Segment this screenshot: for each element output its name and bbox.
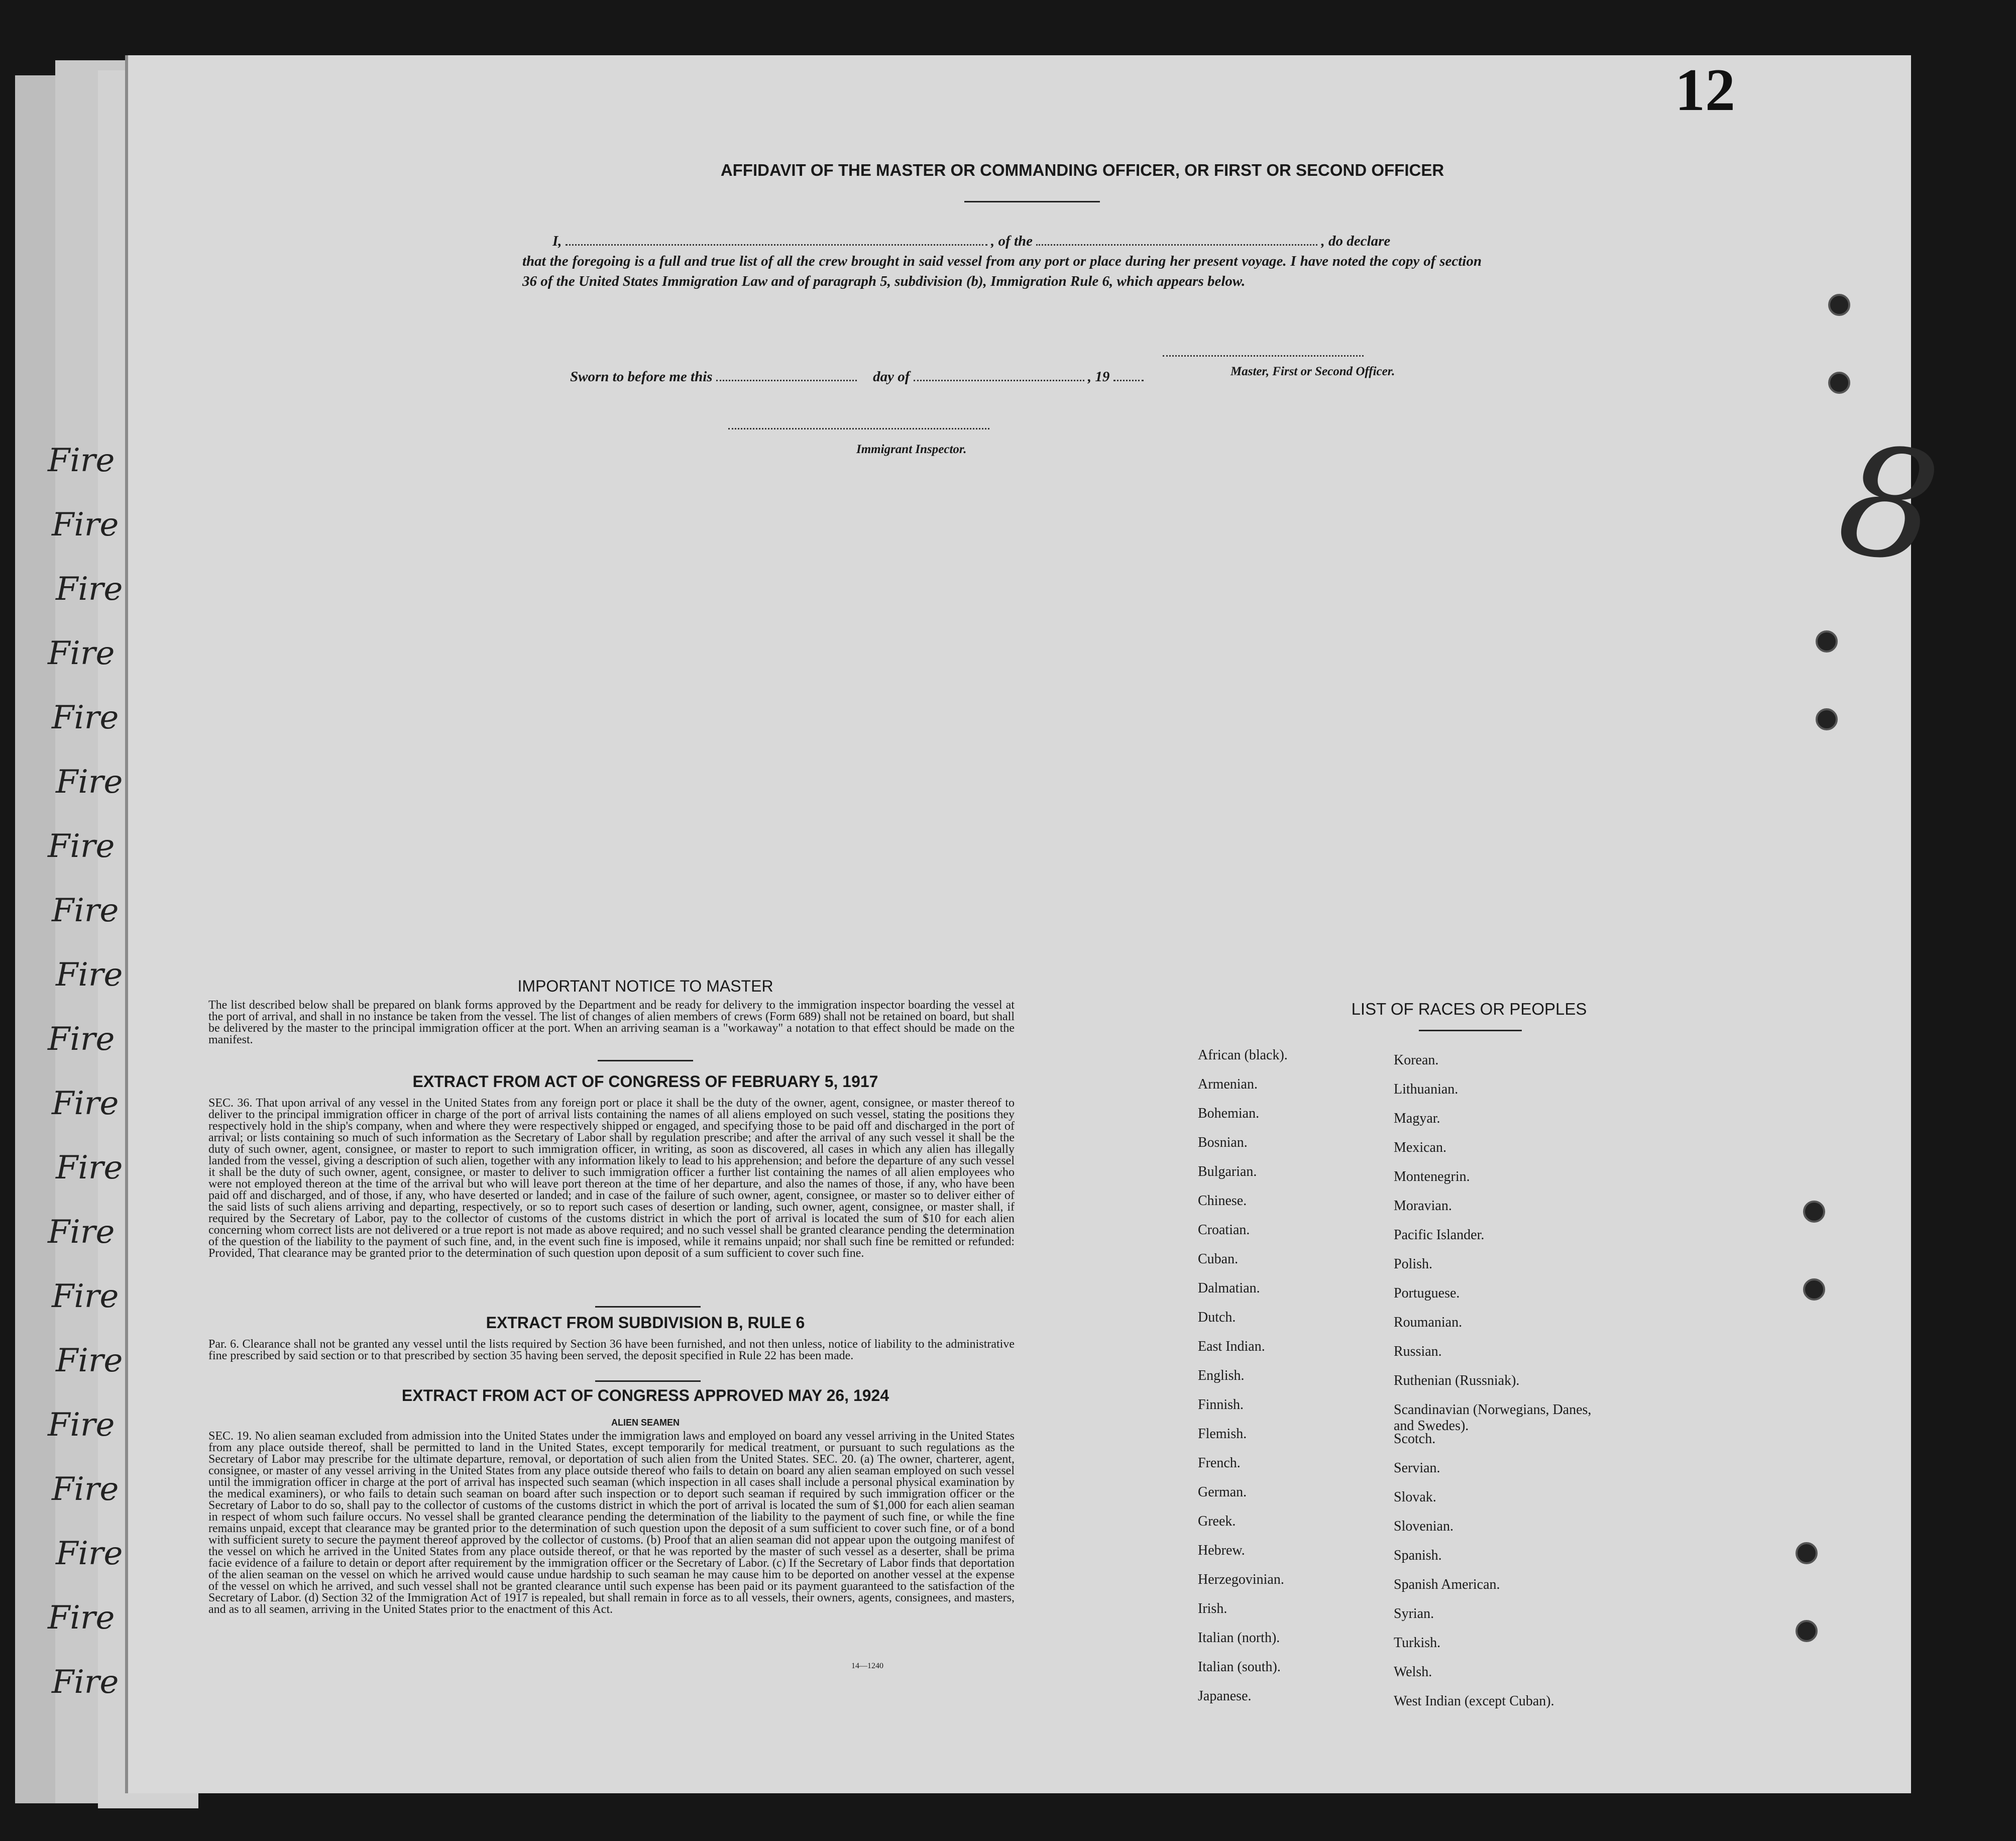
name-field[interactable]	[566, 233, 987, 246]
inspector-caption: Immigrant Inspector.	[856, 443, 967, 456]
race-item: Russian.	[1394, 1344, 1442, 1359]
margin-entry: Fire	[52, 699, 119, 736]
race-item: Spanish American.	[1394, 1577, 1500, 1592]
race-item: French.	[1198, 1455, 1241, 1471]
race-item: Mexican.	[1394, 1140, 1446, 1155]
day-field[interactable]	[716, 369, 857, 381]
year-text: , 19	[1087, 369, 1110, 385]
affidavit-i: I,	[552, 233, 562, 249]
sheet-number: 12	[1675, 56, 1735, 123]
race-item: Bosnian.	[1198, 1135, 1248, 1150]
race-item: Greek.	[1198, 1513, 1236, 1529]
race-item: Pacific Islander.	[1394, 1227, 1485, 1243]
inspector-signature-line[interactable]	[728, 417, 989, 429]
race-item: Chinese.	[1198, 1193, 1247, 1209]
races-list-right	[1394, 1052, 1615, 1722]
pencil-mark: 8	[1829, 411, 1949, 598]
race-item: Polish.	[1394, 1256, 1433, 1272]
margin-entry: Fire	[56, 571, 123, 608]
race-item: Bulgarian.	[1198, 1164, 1257, 1179]
race-item: African (black).	[1198, 1047, 1288, 1063]
race-item: West Indian (except Cuban).	[1394, 1693, 1554, 1709]
extract-1924-title: EXTRACT FROM ACT OF CONGRESS APPROVED MAY 26, 1924	[401, 1386, 889, 1404]
race-item: Finnish.	[1198, 1397, 1244, 1413]
race-item: Armenian.	[1198, 1076, 1258, 1092]
year-field[interactable]	[1113, 369, 1144, 381]
extract-rule6-body: Par. 6. Clearance shall not be granted any vessel until the lists required by Section 36 have been furnished, and not then unless, notice of liability to the administrative fine prescribed by said section or to that prescribed by section 35 having been served, the deposit specified in Rule 22 has been made.	[208, 1338, 1015, 1362]
margin-entry: Fire	[48, 1406, 115, 1444]
extract-rule6-title: EXTRACT FROM SUBDIVISION B, RULE 6	[486, 1314, 805, 1332]
race-item: East Indian.	[1198, 1339, 1265, 1354]
race-item: Syrian.	[1394, 1606, 1434, 1621]
punch-hole	[1796, 1620, 1818, 1642]
extract-1924-subtitle: ALIEN SEAMEN	[611, 1418, 680, 1428]
sworn-line	[570, 367, 1144, 387]
margin-entry: Fire	[52, 892, 119, 929]
race-item: Italian (south).	[1198, 1659, 1281, 1675]
punch-hole	[1828, 294, 1850, 316]
race-item: Hebrew.	[1198, 1543, 1245, 1558]
races-list-left	[1198, 1047, 1399, 1717]
punch-hole	[1803, 1201, 1825, 1223]
race-item: Bohemian.	[1198, 1106, 1260, 1121]
notice-body: The list described below shall be prepared on blank forms approved by the Department and be ready for delivery to the immigration inspector boarding the vessel at the port of arrival, and shall in no instance be taken from the vessel. The list of changes of alien members of crews (Form 689) shall not be retained on board, but shall be delivered by the master to the principal immigration officer at the port. When an arriving seaman is a "workaway" a notation to that effect should be made on the manifest.	[208, 999, 1015, 1046]
race-item: Scotch.	[1394, 1431, 1436, 1447]
race-item: Slovenian.	[1394, 1519, 1453, 1534]
margin-entry: Fire	[56, 1149, 123, 1186]
section-rule	[595, 1306, 701, 1308]
margin-entry: Fire	[52, 1664, 119, 1701]
margin-entry: Fire	[56, 1535, 123, 1572]
extract-1917-body: SEC. 36. That upon arrival of any vessel in the United States from any foreign port or place it shall be the duty of the owner, agent, consignee, or master thereof to deliver to the principal immigration officer in charge of the port of arrival lists containing the names of all aliens employed on such vessel, stating the positions they respectively hold in the ship's company, when and where they were respectively shipped or engaged, and specifying those to be paid off and discharged in the port of arrival; or lists containing so much of such information as the Secretary of Labor shall by regulation prescribe; and after the arrival of any such vessel it shall be the duty of such owner, agent, consignee, or master to report to such immigration officer, in writing, as soon as discovered, all cases in which any alien has illegally landed from the vessel, giving a description of such alien, together with any information likely to lead to his apprehension; and before the departure of any such vessel it shall be the duty of such owner, agent, consignee, or master to deliver to such immigration officer a further list containing the names of all alien employees who were not employed thereon at the time of the arrival but who will leave port thereon at the time of her departure, and also the names of those, if any, who have been paid off and discharged, and of those, if any, who have deserted or landed; and in case of the failure of such owner, agent, consignee, or master so to deliver either of the said lists of such aliens arriving and departing, respectively, or so to report such cases of desertion or landing, such owner, agent, consignee, or master shall, if required by the Secretary of Labor, pay to the collector of customs of the customs district in which the port of arrival is located the sum of $10 for each alien concerning whom correct lists are not delivered or a true report is not made as above required; and no such vessel shall be granted clearance pending the determination of the question of the liability to the payment of such fine, and, in the event such fine is imposed, while it remains unpaid; nor shall such fine be remitted or refunded: Provided, That clearance may be granted prior to the determination of such question upon deposit of a sum sufficient to cover such fine.	[208, 1097, 1015, 1260]
punch-hole	[1816, 630, 1838, 653]
affidavit-of-the: , of the	[991, 233, 1033, 249]
race-item: Irish.	[1198, 1601, 1227, 1616]
affidavit-title: AFFIDAVIT OF THE MASTER OR COMMANDING OFFICER, OR FIRST OR SECOND OFFICER	[720, 161, 1444, 179]
race-item: Turkish.	[1394, 1635, 1441, 1651]
punch-hole	[1816, 708, 1838, 730]
race-item: Herzegovinian.	[1198, 1572, 1284, 1587]
race-item: Roumanian.	[1394, 1315, 1463, 1330]
title-rule	[964, 201, 1100, 202]
notice-title: IMPORTANT NOTICE TO MASTER	[517, 977, 773, 995]
race-item: German.	[1198, 1484, 1247, 1500]
margin-entry: Fire	[48, 1021, 115, 1058]
vessel-field[interactable]	[1036, 233, 1317, 246]
section-rule	[1419, 1030, 1522, 1031]
master-caption: Master, First or Second Officer.	[1230, 365, 1395, 378]
form-number: 14—1240	[851, 1662, 883, 1670]
sworn-text: Sworn to before me this	[570, 369, 713, 385]
races-title: LIST OF RACES OR PEOPLES	[1351, 1000, 1587, 1018]
margin-entry: Fire	[56, 764, 123, 801]
race-item: Scandinavian (Norwegians, Danes, and Swedes).	[1394, 1402, 1592, 1434]
margin-entry: Fire	[52, 1278, 119, 1315]
race-item: Spanish.	[1394, 1548, 1442, 1563]
master-signature-line[interactable]	[1163, 344, 1364, 357]
margin-entry: Fire	[52, 1471, 119, 1508]
margin-entry: Fire	[56, 956, 123, 994]
margin-entry: Fire	[52, 1085, 119, 1122]
day-of-text: day of	[873, 369, 910, 385]
affidavit-declaration	[522, 231, 1627, 291]
race-item: Ruthenian (Russniak).	[1394, 1373, 1520, 1388]
punch-hole	[1796, 1542, 1818, 1564]
punch-hole	[1828, 372, 1850, 394]
race-item: Welsh.	[1394, 1664, 1432, 1680]
race-item: Italian (north).	[1198, 1630, 1280, 1646]
month-field[interactable]	[914, 369, 1084, 381]
race-item: Magyar.	[1394, 1111, 1440, 1126]
race-item: Korean.	[1394, 1052, 1439, 1068]
margin-entry: Fire	[52, 506, 119, 544]
extract-1917-title: EXTRACT FROM ACT OF CONGRESS OF FEBRUARY 5, 1917	[412, 1072, 878, 1091]
race-item: Slovak.	[1394, 1489, 1436, 1505]
punch-hole	[1803, 1278, 1825, 1301]
race-item: Moravian.	[1394, 1198, 1452, 1214]
margin-entry: Fire	[48, 828, 115, 865]
race-item: English.	[1198, 1368, 1245, 1383]
margin-entry: Fire	[48, 442, 115, 479]
section-rule	[595, 1380, 701, 1382]
race-item: Cuban.	[1198, 1251, 1239, 1267]
margin-entry: Fire	[56, 1342, 123, 1379]
section-rule	[598, 1060, 693, 1061]
race-item: Dutch.	[1198, 1310, 1236, 1325]
affidavit-body: that the foregoing is a full and true list of all the crew brought in said vessel from any port or place during her present voyage. I have noted the copy of section 36 of the United States Immigration Law and of paragraph 5, subdivision (b), Immigration Rule 6, which appears below.	[522, 253, 1482, 289]
race-item: Croatian.	[1198, 1222, 1250, 1238]
race-item: Portuguese.	[1394, 1285, 1460, 1301]
form-page	[128, 55, 1949, 1793]
race-item: Dalmatian.	[1198, 1280, 1260, 1296]
affidavit-do-declare: , do declare	[1321, 233, 1391, 249]
race-item: Japanese.	[1198, 1688, 1252, 1704]
race-item: Flemish.	[1198, 1426, 1247, 1442]
race-item: Montenegrin.	[1394, 1169, 1470, 1184]
race-item: Servian.	[1394, 1460, 1440, 1476]
race-item: Lithuanian.	[1394, 1081, 1459, 1097]
extract-1924-body: SEC. 19. No alien seaman excluded from admission into the United States under the immigration laws and employed on board any vessel arriving in the United States from any place outside thereof, shall be permitted to land in the United States, except temporarily for medical treatment, or pursuant to such regulations as the Secretary of Labor may prescribe for the ultimate departure, removal, or deportation of such alien from the United States. SEC. 20. (a) The owner, charterer, agent, consignee, or master of any vessel arriving in the United States from any place outside thereof who fails to detain on board any alien seaman employed on such vessel until the immigration officer in charge at the port of arrival has inspected such seaman (which inspection in all cases shall include a personal physical examination by the medical examiners), or who fails to detain such seaman on board after such inspection or to deport such seaman if required by such immigration officer or the Secretary of Labor to do so, shall pay to the collector of customs of the customs district in which the port of arrival is located the sum of $1,000 for each alien seaman in respect of whom such failure occurs. No vessel shall be granted clearance pending the determination of the liability to the payment of such fine, or while the fine remains unpaid, except that clearance may be granted prior to the determination of such question upon the deposit of a sum sufficient to cover such fine, or of a bond with sufficient surety to secure the payment thereof approved by the collector of customs. (b) Proof that an alien seaman did not appear upon the outgoing manifest of the vessel on which he arrived in the United States from any place outside thereof, or that he was reported by the master of such vessel as a deserter, shall be prima facie evidence of a failure to detain or deport after requirement by the immigration officer or the Secretary of Labor. (c) If the Secretary of Labor finds that deportation of the alien seaman on the vessel on which he arrived would cause undue hardship to such seaman he may cause him to be deported on another vessel at the expense of the vessel on which he arrived, and such vessel shall not be granted clearance until such expense has been paid or its payment guaranteed to the satisfaction of the Secretary of Labor. (d) Section 32 of the Immigration Act of 1917 is repealed, but shall remain in force as to all vessels, their owners, agents, consignees, and masters, and as to all seamen, arriving in the United States prior to the enactment of this Act.	[208, 1430, 1015, 1616]
margin-entry: Fire	[48, 1599, 115, 1637]
margin-entry: Fire	[48, 1214, 115, 1251]
margin-entry: Fire	[48, 635, 115, 672]
